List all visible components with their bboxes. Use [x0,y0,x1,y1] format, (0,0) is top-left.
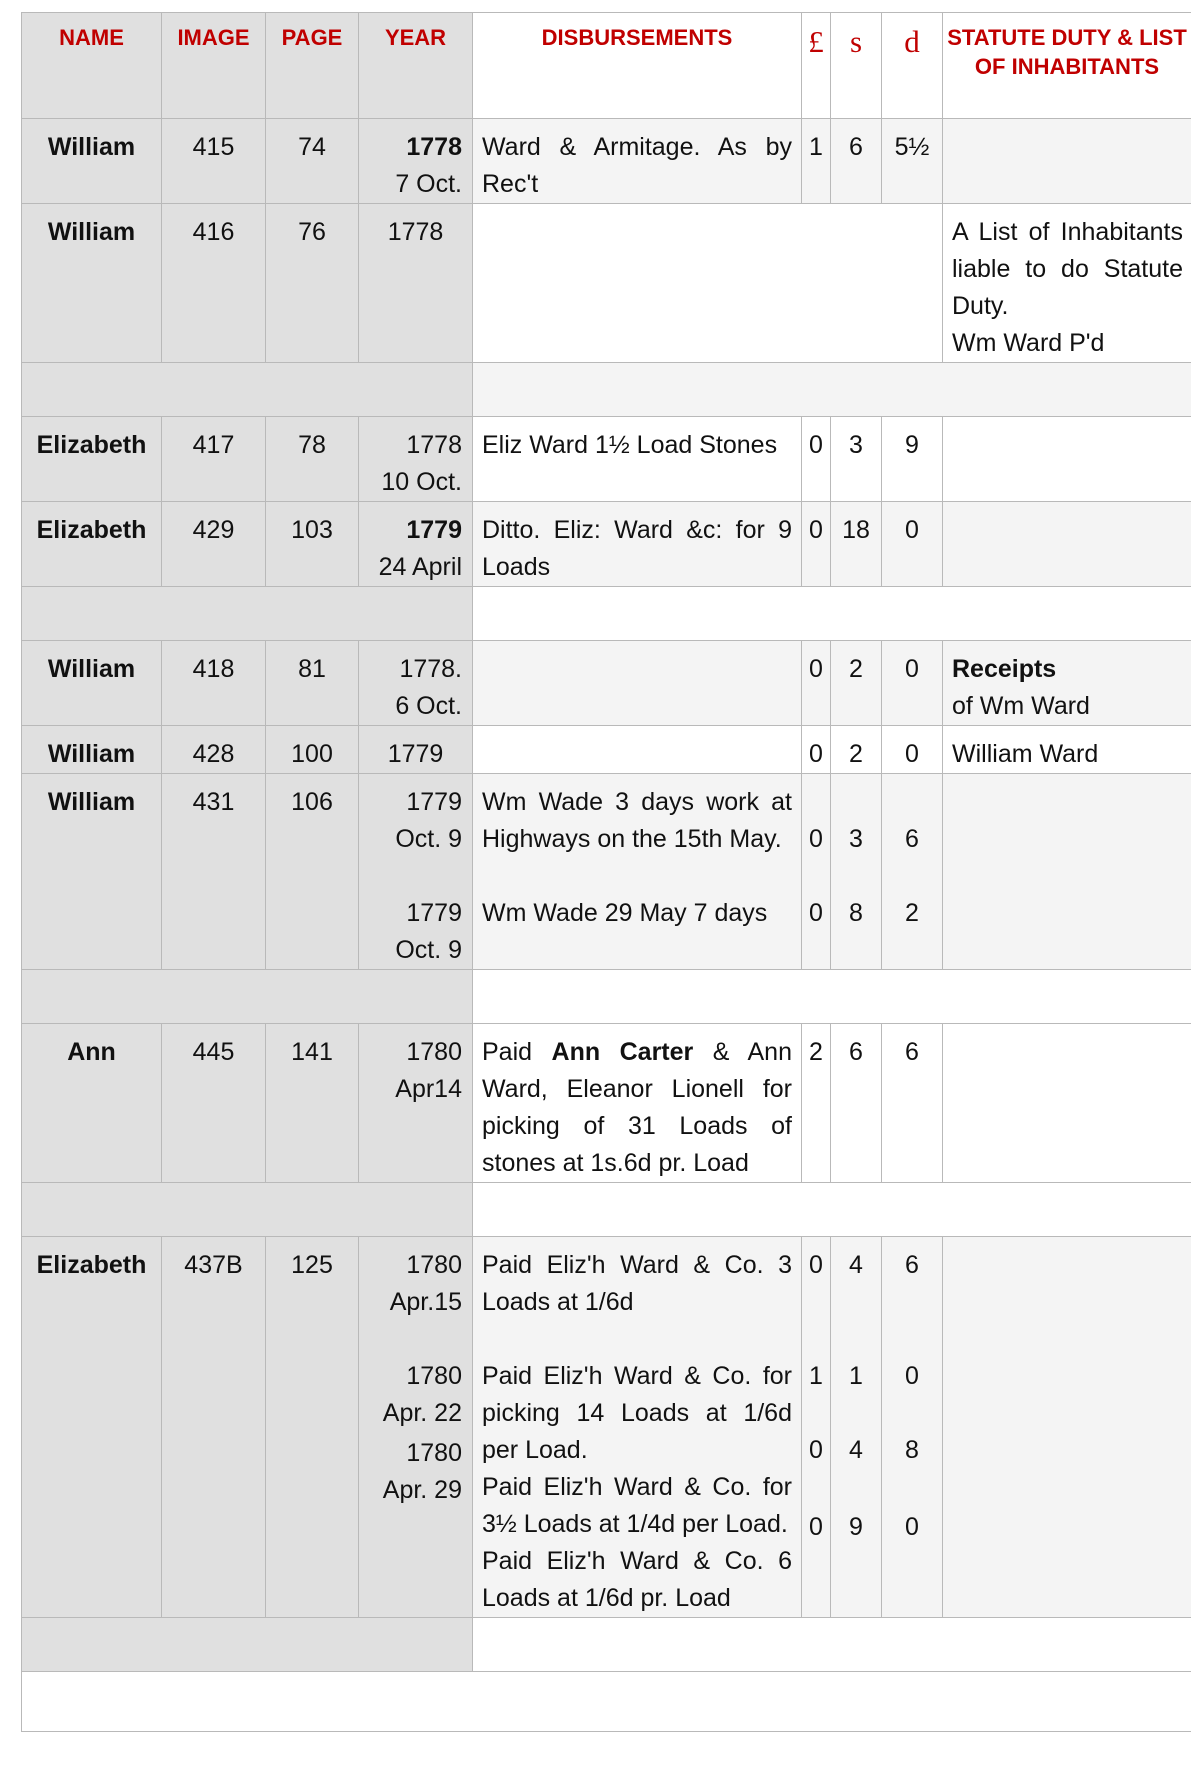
pence-cell: 0 [882,641,943,726]
separator-row [22,1183,1192,1237]
pounds-cell: 0 [802,726,831,774]
table-row [22,774,1192,970]
table-row [22,1237,1192,1618]
image-cell: 437B [162,1237,266,1618]
year-cell: 1779 [359,726,473,774]
disbursement-entry: Wm Wade 3 days work at Highways on the 15th May. [482,788,792,853]
statute-line: A List of Inhabitants liable to do Statute Duty. [952,218,1183,320]
highlighted-name: Ann Carter [551,1038,694,1066]
year-value: 1779 [406,788,462,816]
image-cell: 418 [162,641,266,726]
year-cell [359,641,473,726]
date-value: Apr.15 [389,1288,462,1316]
year-value: 1780 [406,1439,462,1467]
date-value: 7 Oct. [395,170,462,198]
pence-cell: 0 [882,726,943,774]
pounds-cell: 0 1 0 0 [802,1237,831,1618]
statute-cell [943,641,1192,726]
header-name: NAME [22,13,162,119]
table-row [22,1672,1192,1732]
header-image: IMAGE [162,13,266,119]
disbursement-cell [473,641,802,726]
pounds-cell: 0 [802,502,831,587]
name-cell: William [22,774,162,970]
pounds-cell: 1 [802,119,831,204]
disbursement-entry: Paid Eliz'h Ward & Co. for picking 14 Loads at 1/6d per Load. [482,1362,792,1464]
date-value: Apr. 22 [382,1399,462,1427]
page-cell: 100 [266,726,359,774]
shillings-cell: 4 1 4 9 [831,1237,882,1618]
year-value: 1779 [406,516,462,544]
pence-cell: 6 0 8 0 [882,1237,943,1618]
disbursement-cell [473,204,943,363]
statute-cell [943,502,1192,587]
pounds-cell: 2 [802,1024,831,1183]
date-value: Apr14 [395,1075,462,1103]
header-shillings: s [831,13,882,119]
pence-cell: 0 [882,502,943,587]
statute-cell [943,1237,1192,1618]
date-value: Oct. 9 [395,825,462,853]
year-cell [359,1024,473,1183]
pence-cell: 5½ [882,119,943,204]
header-year: YEAR [359,13,473,119]
table-row [22,417,1192,502]
disbursement-entry: Paid Eliz'h Ward & Co. 3 Loads at 1/6d [482,1251,792,1316]
separator-row [22,970,1192,1024]
disbursement-cell: Paid Ann Carter & Ann Ward, Eleanor Lionell for picking of 31 Loads of stones at 1s.6d pr. Load [473,1024,802,1183]
statute-line: Wm Ward P'd [952,329,1105,357]
separator-row [22,1618,1192,1672]
table-row [22,204,1192,363]
image-cell: 429 [162,502,266,587]
year-value: 1778 [406,133,462,161]
name-cell: Elizabeth [22,1237,162,1618]
disbursement-cell: Ditto. Eliz: Ward &c: for 9 Loads [473,502,802,587]
year-cell [359,119,473,204]
table-row [22,1024,1192,1183]
disbursement-entry: Paid Eliz'h Ward & Co. for 3½ Loads at 1/4d per Load. [482,1473,792,1538]
page-cell: 125 [266,1237,359,1618]
year-cell [359,1237,473,1618]
name-cell: Elizabeth [22,502,162,587]
disbursement-cell [473,1237,802,1618]
disbursement-entry: Wm Wade 29 May 7 days [482,899,768,927]
pounds-cell: 0 [802,641,831,726]
date-value: Oct. 9 [395,936,462,964]
statute-cell: William Ward [943,726,1192,774]
year-cell: 1778 [359,204,473,363]
shillings-cell: 3 8 [831,774,882,970]
shillings-cell: 18 [831,502,882,587]
header-disbursements: DISBURSEMENTS [473,13,802,119]
table-row [22,641,1192,726]
statute-cell [943,204,1192,363]
year-cell [359,502,473,587]
pence-cell: 6 [882,1024,943,1183]
separator-row [22,587,1192,641]
image-cell: 431 [162,774,266,970]
disbursement-entry: Paid Eliz'h Ward & Co. 6 Loads at 1/6d pr. Load [482,1547,792,1612]
date-value: 24 April [378,553,462,581]
year-value: 1778. [399,655,462,683]
pounds-cell: 0 [802,417,831,502]
image-cell: 445 [162,1024,266,1183]
statute-cell [943,417,1192,502]
header-statute: STATUTE DUTY & LIST OF INHABITANTS [943,13,1192,119]
date-value: Apr. 29 [382,1476,462,1504]
header-row [22,13,1192,119]
page-cell: 76 [266,204,359,363]
shillings-cell: 6 [831,119,882,204]
disbursement-cell [473,774,802,970]
table-row [22,119,1192,204]
ledger-table [21,12,1191,1732]
header-pounds: £ [802,13,831,119]
statute-cell [943,1024,1192,1183]
image-cell: 428 [162,726,266,774]
separator-row [22,363,1192,417]
statute-line: of Wm Ward [952,692,1090,720]
ledger-document [21,12,1191,1782]
header-page: PAGE [266,13,359,119]
statute-cell [943,119,1192,204]
date-value: 6 Oct. [395,692,462,720]
year-value: 1778 [406,431,462,459]
image-cell: 417 [162,417,266,502]
year-cell [359,417,473,502]
page-cell: 106 [266,774,359,970]
name-cell: Elizabeth [22,417,162,502]
table-row [22,502,1192,587]
shillings-cell: 3 [831,417,882,502]
pounds-cell: 0 0 [802,774,831,970]
disbursement-cell: Ward & Armitage. As by Rec't [473,119,802,204]
disbursement-cell [473,726,802,774]
page-cell: 74 [266,119,359,204]
year-value: 1780 [406,1038,462,1066]
date-value: 10 Oct. [381,468,462,496]
page-cell: 141 [266,1024,359,1183]
shillings-cell: 2 [831,726,882,774]
statute-cell [943,774,1192,970]
disbursement-cell: Eliz Ward 1½ Load Stones [473,417,802,502]
image-cell: 416 [162,204,266,363]
name-cell: William [22,119,162,204]
pence-cell: 9 [882,417,943,502]
page-cell: 81 [266,641,359,726]
name-cell: William [22,641,162,726]
year-value: 1780 [406,1251,462,1279]
year-cell [359,774,473,970]
image-cell: 415 [162,119,266,204]
shillings-cell: 2 [831,641,882,726]
pence-cell: 6 2 [882,774,943,970]
year-value: 1780 [406,1362,462,1390]
page-cell: 78 [266,417,359,502]
table-row [22,726,1192,774]
name-cell: William [22,726,162,774]
name-cell: William [22,204,162,363]
name-cell: Ann [22,1024,162,1183]
header-pence: d [882,13,943,119]
statute-heading: Receipts [952,655,1057,683]
shillings-cell: 6 [831,1024,882,1183]
year-value: 1779 [406,899,462,927]
page-cell: 103 [266,502,359,587]
